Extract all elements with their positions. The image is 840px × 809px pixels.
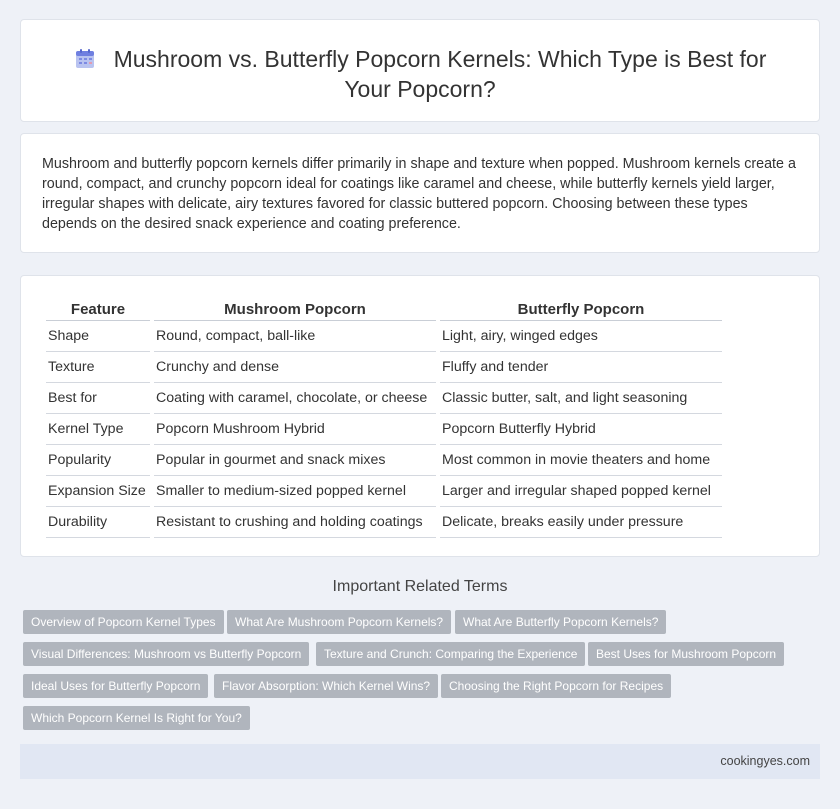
related-tag[interactable]: Flavor Absorption: Which Kernel Wins? bbox=[214, 674, 438, 698]
feature-cell: Best for bbox=[46, 383, 150, 414]
butterfly-cell: Popcorn Butterfly Hybrid bbox=[440, 414, 722, 445]
footer bbox=[20, 744, 820, 779]
related-tag[interactable]: What Are Mushroom Popcorn Kernels? bbox=[227, 610, 451, 634]
related-tag[interactable]: Choosing the Right Popcorn for Recipes bbox=[441, 674, 671, 698]
feature-cell: Expansion Size bbox=[46, 476, 150, 507]
intro-paragraph: Mushroom and butterfly popcorn kernels differ primarily in shape and texture when popped. Mushroom kernels create a round, compact, and crunchy popcorn ideal for coatings like caramel and cheese, while butterfly kernels yield larger, irregular shapes with delicate, airy textures favored for classic buttered popcorn. Choosing between these types depends on the desired snack experience and coating preference. bbox=[42, 156, 796, 232]
page-title-row bbox=[21, 44, 819, 104]
table-row bbox=[46, 445, 722, 476]
related-tag[interactable]: Ideal Uses for Butterfly Popcorn bbox=[23, 674, 208, 698]
header-mushroom: Mushroom Popcorn bbox=[154, 294, 436, 321]
feature-cell: Popularity bbox=[46, 445, 150, 476]
mushroom-cell: Coating with caramel, chocolate, or cheese bbox=[154, 383, 436, 414]
table-header-row bbox=[46, 294, 722, 321]
feature-cell: Texture bbox=[46, 352, 150, 383]
header-butterfly: Butterfly Popcorn bbox=[440, 294, 722, 321]
table-row bbox=[46, 414, 722, 445]
feature-cell: Durability bbox=[46, 507, 150, 538]
related-tag[interactable]: What Are Butterfly Popcorn Kernels? bbox=[455, 610, 666, 634]
mushroom-cell: Resistant to crushing and holding coatings bbox=[154, 507, 436, 538]
feature-cell: Kernel Type bbox=[46, 414, 150, 445]
related-tag[interactable]: Visual Differences: Mushroom vs Butterfly Popcorn bbox=[23, 642, 309, 666]
related-tag[interactable]: Texture and Crunch: Comparing the Experience bbox=[316, 642, 585, 666]
intro-card bbox=[20, 133, 820, 253]
related-tag[interactable]: Which Popcorn Kernel Is Right for You? bbox=[23, 706, 250, 730]
related-terms-heading: Important Related Terms bbox=[332, 578, 508, 595]
page-title: Mushroom vs. Butterfly Popcorn Kernels: Which Type is Best for Your Popcorn? bbox=[113, 46, 767, 102]
butterfly-cell: Fluffy and tender bbox=[440, 352, 722, 383]
butterfly-cell: Most common in movie theaters and home bbox=[440, 445, 722, 476]
mushroom-cell: Round, compact, ball-like bbox=[154, 321, 436, 352]
butterfly-cell: Larger and irregular shaped popped kernel bbox=[440, 476, 722, 507]
table-row bbox=[46, 476, 722, 507]
related-tag[interactable]: Best Uses for Mushroom Popcorn bbox=[588, 642, 784, 666]
butterfly-cell: Light, airy, winged edges bbox=[440, 321, 722, 352]
table-row bbox=[46, 321, 722, 352]
document-icon bbox=[74, 48, 96, 70]
table-row bbox=[46, 352, 722, 383]
butterfly-cell: Delicate, breaks easily under pressure bbox=[440, 507, 722, 538]
related-tag[interactable]: Overview of Popcorn Kernel Types bbox=[23, 610, 224, 634]
mushroom-cell: Crunchy and dense bbox=[154, 352, 436, 383]
mushroom-cell: Smaller to medium-sized popped kernel bbox=[154, 476, 436, 507]
mushroom-cell: Popcorn Mushroom Hybrid bbox=[154, 414, 436, 445]
mushroom-cell: Popular in gourmet and snack mixes bbox=[154, 445, 436, 476]
title-card bbox=[20, 19, 820, 122]
table-row bbox=[46, 507, 722, 538]
comparison-card bbox=[20, 275, 820, 557]
footer-site[interactable]: cookingyes.com bbox=[720, 754, 810, 768]
table-row bbox=[46, 383, 722, 414]
butterfly-cell: Classic butter, salt, and light seasoning bbox=[440, 383, 722, 414]
comparison-table bbox=[42, 294, 726, 538]
feature-cell: Shape bbox=[46, 321, 150, 352]
header-feature: Feature bbox=[46, 294, 150, 321]
